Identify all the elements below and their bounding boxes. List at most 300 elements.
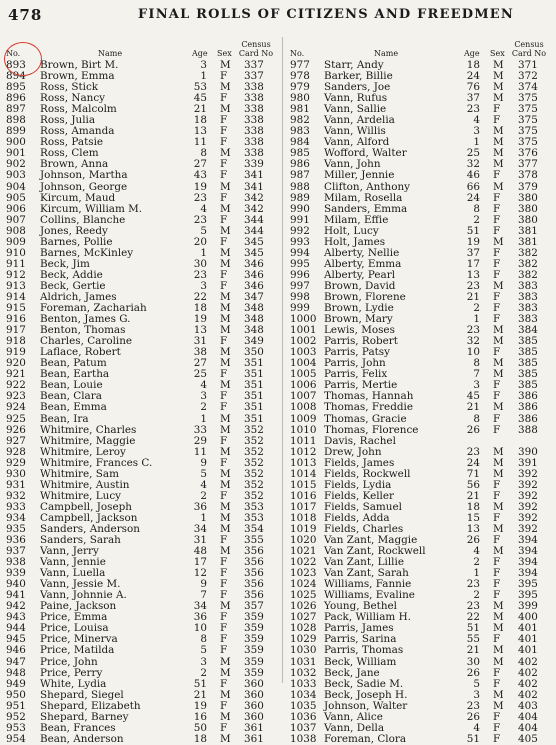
age-value: 27 <box>193 357 207 370</box>
roll-number: 949 <box>6 677 26 690</box>
roll-number: 1033 <box>290 677 317 690</box>
red-circle-annotation <box>4 42 42 76</box>
census-card-number: 392 <box>518 467 538 480</box>
enrollee-name: Bean, Clara <box>40 390 102 403</box>
roll-number: 1022 <box>290 556 317 569</box>
census-card-number: 359 <box>244 644 264 657</box>
enrollee-name: Fields, Keller <box>324 489 394 502</box>
age-value: 37 <box>466 246 480 259</box>
census-card-number: 385 <box>518 335 538 348</box>
sex-value: M <box>493 335 504 348</box>
age-value: 13 <box>466 268 480 281</box>
roll-number: 905 <box>6 191 26 204</box>
age-value: 8 <box>200 147 207 160</box>
census-card-number: 395 <box>518 589 538 602</box>
age-value: 34 <box>193 522 207 535</box>
enrollee-name: Alberty, Emma <box>324 257 402 270</box>
age-value: 31 <box>193 335 207 348</box>
roll-number: 1036 <box>290 710 317 723</box>
age-value: 23 <box>193 213 207 226</box>
sex-value: M <box>220 202 231 215</box>
roll-number: 1029 <box>290 633 317 646</box>
roll-number: 1023 <box>290 567 317 580</box>
table-row <box>6 182 274 193</box>
sex-value: M <box>493 235 504 248</box>
table-row <box>290 170 552 181</box>
sex-value: M <box>493 611 504 624</box>
enrollee-name: Vann, Jennie <box>40 556 106 569</box>
enrollee-name: Laflace, Robert <box>40 346 121 359</box>
age-value: 20 <box>193 235 207 248</box>
roll-number: 1027 <box>290 611 317 624</box>
age-value: 2 <box>473 213 480 226</box>
census-card-number: 404 <box>518 710 538 723</box>
sex-value: F <box>220 578 228 591</box>
age-value: 2 <box>473 556 480 569</box>
census-card-number: 352 <box>244 434 264 447</box>
roll-number: 898 <box>6 114 26 127</box>
enrollee-name: Fields, Adda <box>324 511 390 524</box>
sex-value: M <box>493 368 504 381</box>
enrollee-name: Williams, Evaline <box>324 589 415 602</box>
age-value: 15 <box>466 511 480 524</box>
enrollee-name: Vann, Sallie <box>324 103 387 116</box>
age-value: 2 <box>200 666 207 679</box>
roll-number: 997 <box>290 279 310 292</box>
census-card-number: 351 <box>244 401 264 414</box>
age-value: 21 <box>466 489 480 502</box>
enrollee-name: Shepard, Siegel <box>40 688 124 701</box>
table-row <box>290 690 552 701</box>
roll-number: 914 <box>6 290 26 303</box>
enrollee-name: Thomas, Hannah <box>324 390 414 403</box>
enrollee-name: Whitmire, Lucy <box>40 489 122 502</box>
census-header-top: Census <box>241 40 271 49</box>
age-value: 30 <box>193 257 207 270</box>
sex-value: F <box>220 235 228 248</box>
enrollee-name: Vann, Della <box>324 721 385 734</box>
enrollee-name: Whitmire, Austin <box>40 478 130 491</box>
roll-number: 938 <box>6 556 26 569</box>
sex-value: M <box>493 699 504 712</box>
census-card-number: 392 <box>518 511 538 524</box>
census-card-number: 402 <box>518 688 538 701</box>
age-value: 36 <box>193 500 207 513</box>
enrollee-name: Williams, Fannie <box>324 578 412 591</box>
sex-value: F <box>493 633 501 646</box>
sex-value: F <box>220 92 228 105</box>
sex-value: F <box>220 556 228 569</box>
roll-number: 935 <box>6 522 26 535</box>
table-row <box>290 679 552 690</box>
name-header: Name <box>374 49 399 58</box>
roll-number: 1012 <box>290 445 317 458</box>
sex-value: M <box>493 622 504 635</box>
enrollee-name: Sanders, Sarah <box>40 534 121 547</box>
age-value: 23 <box>466 600 480 613</box>
census-card-number: 392 <box>518 522 538 535</box>
sex-value: F <box>493 412 501 425</box>
census-card-number: 394 <box>518 567 538 580</box>
roll-number: 952 <box>6 710 26 723</box>
census-card-number: 401 <box>518 644 538 657</box>
roll-number: 924 <box>6 401 26 414</box>
roll-number: 929 <box>6 456 26 469</box>
census-card-number: 375 <box>518 103 538 116</box>
enrollee-name: Van Zant, Maggie <box>324 534 418 547</box>
age-value: 43 <box>193 169 207 182</box>
roll-number: 1037 <box>290 721 317 734</box>
sex-value: M <box>220 478 231 491</box>
sex-value: M <box>220 59 231 71</box>
census-card-number: 402 <box>518 655 538 668</box>
table-row <box>290 414 552 425</box>
enrollee-name: Parris, Patsy <box>324 346 391 359</box>
enrollee-name: Price, Matilda <box>40 644 115 657</box>
enrollee-name: Beck, Gertie <box>40 279 106 292</box>
roll-number: 948 <box>6 666 26 679</box>
sex-value: M <box>493 59 504 71</box>
census-card-number: 337 <box>244 70 264 83</box>
enrollee-name: Lewis, Moses <box>324 324 395 337</box>
roll-number: 947 <box>6 655 26 668</box>
enrollee-name: Foreman, Clora <box>324 732 407 745</box>
age-value: 51 <box>466 732 480 745</box>
census-card-number: 381 <box>518 224 538 237</box>
roll-number: 954 <box>6 732 26 745</box>
age-value: 45 <box>466 390 480 403</box>
roll-number: 989 <box>290 191 310 204</box>
sex-value: F <box>493 103 501 116</box>
roll-number: 1020 <box>290 534 317 547</box>
sex-value: M <box>220 545 231 558</box>
age-value: 12 <box>193 567 207 580</box>
sex-value: F <box>493 567 501 580</box>
age-value: 3 <box>200 655 207 668</box>
census-card-number: 380 <box>518 202 538 215</box>
roll-number: 902 <box>6 158 26 171</box>
sex-value: F <box>493 556 501 569</box>
roll-number: 944 <box>6 622 26 635</box>
sex-value: M <box>220 224 231 237</box>
census-card-number: 341 <box>244 180 264 193</box>
enrollee-name: Benton, Thomas <box>40 324 126 337</box>
roll-number: 1017 <box>290 500 317 513</box>
census-card-number: 356 <box>244 545 264 558</box>
roll-number: 918 <box>6 335 26 348</box>
census-card-number: 352 <box>244 423 264 436</box>
table-row <box>290 657 552 668</box>
census-card-number: 392 <box>518 478 538 491</box>
census-card-number: 351 <box>244 412 264 425</box>
census-card-number: 352 <box>244 456 264 469</box>
roll-number: 1003 <box>290 346 317 359</box>
census-card-number: 356 <box>244 578 264 591</box>
census-card-number: 385 <box>518 368 538 381</box>
roll-number: 943 <box>6 611 26 624</box>
roll-number: 996 <box>290 268 310 281</box>
sex-value: F <box>493 257 501 270</box>
enrollee-name: Bean, Frances <box>40 721 116 734</box>
census-card-number: 392 <box>518 500 538 513</box>
enrollee-name: Whitmire, Frances C. <box>40 456 153 469</box>
enrollee-name: Fields, Lydia <box>324 478 392 491</box>
enrollee-name: Beck, Jane <box>324 666 380 679</box>
roll-number: 907 <box>6 213 26 226</box>
roll-number: 937 <box>6 545 26 558</box>
age-value: 13 <box>193 125 207 138</box>
census-card-number: 394 <box>518 545 538 558</box>
enrollee-name: Alberty, Nellie <box>324 246 400 259</box>
table-row <box>290 425 552 436</box>
age-value: 1 <box>200 511 207 524</box>
census-card-number: 345 <box>244 246 264 259</box>
roll-number: 984 <box>290 136 310 149</box>
roll-number: 1000 <box>290 313 317 326</box>
census-card-number: 356 <box>244 589 264 602</box>
sex-value: F <box>220 611 228 624</box>
census-card-header <box>508 40 550 58</box>
census-card-number: 338 <box>244 136 264 149</box>
sex-value: F <box>493 721 501 734</box>
roll-number: 941 <box>6 589 26 602</box>
roll-number: 916 <box>6 313 26 326</box>
age-value: 18 <box>193 114 207 127</box>
census-card-number: 341 <box>244 169 264 182</box>
age-value: 24 <box>466 70 480 83</box>
sex-header: Sex <box>217 49 232 58</box>
sex-value: M <box>220 655 231 668</box>
enrollee-name: Drew, John <box>324 445 382 458</box>
roll-number: 986 <box>290 158 310 171</box>
table-row <box>6 657 274 668</box>
sex-value: F <box>493 589 501 602</box>
age-value: 23 <box>193 191 207 204</box>
roll-number: 985 <box>290 147 310 160</box>
census-card-number: 384 <box>518 324 538 337</box>
age-value: 9 <box>200 578 207 591</box>
roll-number: 928 <box>6 445 26 458</box>
sex-value: M <box>220 423 231 436</box>
census-card-number: 346 <box>244 257 264 270</box>
table-row <box>6 414 274 425</box>
roll-number: 1010 <box>290 423 317 436</box>
census-card-number: 403 <box>518 699 538 712</box>
sex-value: F <box>493 114 501 127</box>
age-value: 29 <box>193 434 207 447</box>
census-card-number: 360 <box>244 699 264 712</box>
roll-number: 1016 <box>290 489 317 502</box>
age-value: 10 <box>193 622 207 635</box>
age-value: 25 <box>466 147 480 160</box>
roll-number: 982 <box>290 114 310 127</box>
census-card-number: 379 <box>518 180 538 193</box>
sex-value: F <box>220 489 228 502</box>
census-card-number: 375 <box>518 125 538 138</box>
census-card-number: 338 <box>244 103 264 116</box>
census-card-number: 351 <box>244 390 264 403</box>
roll-number: 930 <box>6 467 26 480</box>
enrollee-name: Barker, Billie <box>324 70 393 83</box>
census-card-number: 386 <box>518 390 538 403</box>
age-value: 21 <box>193 103 207 116</box>
sex-value: M <box>493 445 504 458</box>
roll-number: 1028 <box>290 622 317 635</box>
census-card-number: 348 <box>244 324 264 337</box>
enrollee-name: Campbell, Joseph <box>40 500 132 513</box>
sex-value: M <box>220 257 231 270</box>
roll-number: 999 <box>290 302 310 315</box>
census-card-number: 354 <box>244 522 264 535</box>
age-value: 8 <box>473 202 480 215</box>
enrollee-name: Pack, William H. <box>324 611 411 624</box>
census-card-number: 349 <box>244 335 264 348</box>
age-value: 21 <box>466 401 480 414</box>
roll-number: 1018 <box>290 511 317 524</box>
age-value: 27 <box>193 158 207 171</box>
left-column <box>6 37 274 745</box>
sex-value: F <box>220 699 228 712</box>
sex-value: F <box>493 578 501 591</box>
enrollee-name: Fields, Rockwell <box>324 467 411 480</box>
sex-value: M <box>493 522 504 535</box>
enrollee-name: Shepard, Elizabeth <box>40 699 141 712</box>
roll-number: 1038 <box>290 732 317 745</box>
age-value: 45 <box>193 92 207 105</box>
sex-value: M <box>493 147 504 160</box>
enrollee-name: Ross, Stick <box>40 81 99 94</box>
enrollee-name: Clifton, Anthony <box>324 180 411 193</box>
age-value: 3 <box>200 390 207 403</box>
enrollee-name: Foreman, Zachariah <box>40 302 147 315</box>
enrollee-name: Thomas, Freddie <box>324 401 413 414</box>
age-value: 26 <box>466 666 480 679</box>
sex-value: F <box>493 224 501 237</box>
sex-value: M <box>493 655 504 668</box>
roll-number: 1025 <box>290 589 317 602</box>
census-card-number: 394 <box>518 556 538 569</box>
census-card-number: 355 <box>244 534 264 547</box>
sex-value: M <box>493 81 504 94</box>
enrollee-name: Vann, Jerry <box>40 545 99 558</box>
sex-value: M <box>493 600 504 613</box>
enrollee-name: Jones, Reedy <box>40 224 108 237</box>
roll-number: 1026 <box>290 600 317 613</box>
roll-number: 1011 <box>290 434 317 447</box>
census-card-number: 383 <box>518 290 538 303</box>
sex-value: M <box>493 401 504 414</box>
sex-value: M <box>220 357 231 370</box>
enrollee-name: Holt, Lucy <box>324 224 379 237</box>
roll-number: 921 <box>6 368 26 381</box>
census-card-number: 338 <box>244 125 264 138</box>
right-column-header <box>290 37 552 60</box>
age-value: 22 <box>466 611 480 624</box>
age-value: 21 <box>193 688 207 701</box>
table-row <box>290 668 552 679</box>
census-card-number: 382 <box>518 268 538 281</box>
sex-value: M <box>493 357 504 370</box>
age-value: 7 <box>200 589 207 602</box>
table-row <box>6 645 274 656</box>
sex-value: F <box>220 633 228 646</box>
sex-value: M <box>493 456 504 469</box>
table-row <box>290 436 552 447</box>
roll-number: 926 <box>6 423 26 436</box>
sex-value: F <box>493 478 501 491</box>
roll-number: 895 <box>6 81 26 94</box>
roll-number: 992 <box>290 224 310 237</box>
census-card-number: 385 <box>518 357 538 370</box>
sex-value: F <box>220 191 228 204</box>
sex-value: M <box>220 511 231 524</box>
roll-number: 909 <box>6 235 26 248</box>
enrollee-name: Brown, Birt M. <box>40 59 119 71</box>
roll-number: 993 <box>290 235 310 248</box>
age-value: 51 <box>193 677 207 690</box>
roll-number: 933 <box>6 500 26 513</box>
age-value: 76 <box>466 81 480 94</box>
enrollee-name: Brown, Mary <box>324 313 393 326</box>
census-card-number: 338 <box>244 147 264 160</box>
census-card-number: 383 <box>518 279 538 292</box>
census-card-number: 347 <box>244 290 264 303</box>
age-value: 2 <box>200 489 207 502</box>
enrollee-name: Bean, Anderson <box>40 732 124 745</box>
age-value: 11 <box>193 136 207 149</box>
enrollee-name: Thomas, Florence <box>324 423 419 436</box>
age-value: 71 <box>466 467 480 480</box>
age-value: 10 <box>466 346 480 359</box>
age-value: 34 <box>193 600 207 613</box>
age-value: 23 <box>466 279 480 292</box>
age-value: 23 <box>193 268 207 281</box>
census-card-number: 351 <box>244 379 264 392</box>
census-card-number: 382 <box>518 257 538 270</box>
census-card-number: 382 <box>518 246 538 259</box>
census-card-number: 360 <box>244 688 264 701</box>
census-card-number: 359 <box>244 611 264 624</box>
age-value: 19 <box>193 313 207 326</box>
enrollee-name: Brown, Anna <box>40 158 109 171</box>
age-value: 4 <box>473 545 480 558</box>
roll-number: 1034 <box>290 688 317 701</box>
sex-value: F <box>493 302 501 315</box>
enrollee-name: Johnson, George <box>40 180 128 193</box>
sex-value: F <box>493 213 501 226</box>
sex-value: F <box>493 268 501 281</box>
roll-number: 942 <box>6 600 26 613</box>
enrollee-name: Johnson, Walter <box>324 699 408 712</box>
census-card-number: 401 <box>518 633 538 646</box>
age-value: 21 <box>466 290 480 303</box>
sex-value: F <box>220 456 228 469</box>
census-card-header <box>236 40 276 58</box>
roll-number: 915 <box>6 302 26 315</box>
census-card-number: 380 <box>518 213 538 226</box>
sex-value: M <box>493 545 504 558</box>
sex-value: F <box>220 158 228 171</box>
age-value: 33 <box>193 423 207 436</box>
age-value: 48 <box>193 545 207 558</box>
enrollee-name: Campbell, Jackson <box>40 511 138 524</box>
table-row <box>6 723 274 734</box>
age-value: 30 <box>466 655 480 668</box>
census-card-number: 359 <box>244 622 264 635</box>
sex-value: M <box>220 688 231 701</box>
roll-number: 1015 <box>290 478 317 491</box>
enrollee-name: Fields, Samuel <box>324 500 402 513</box>
